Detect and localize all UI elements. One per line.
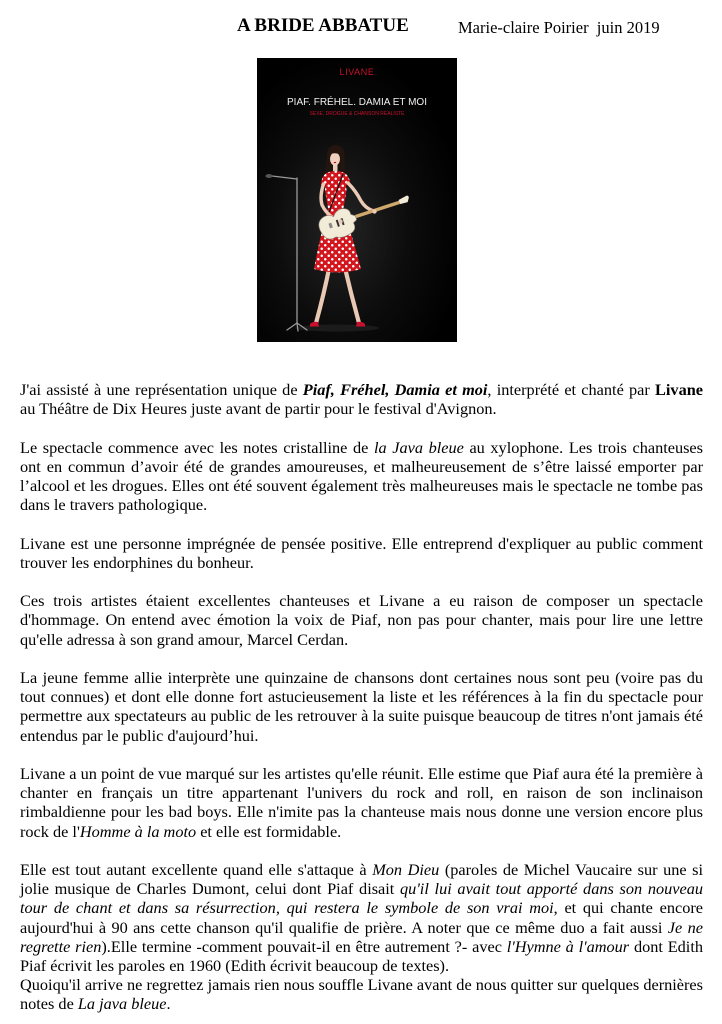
text-run: Livane est une personne imprégnée de pensée positive. Elle entreprend d'expliquer au public comment trouver les endorphines du bonheur. — [20, 533, 703, 572]
text-run: Elle est tout autant excellente quand elle s'attaque à — [20, 859, 373, 879]
author-date-byline: Marie-claire Poirier juin 2019 — [458, 18, 660, 37]
text-run: , interprété et chanté par — [487, 380, 656, 399]
paragraph-positivity — [20, 534, 703, 572]
floor-shadow — [295, 325, 379, 332]
song-title-mention: Je ne regrette rien — [20, 917, 703, 956]
song-title-mention: Mon Dieu — [372, 859, 440, 879]
singer-lips — [334, 162, 337, 163]
poster-artist-name: LIVANE — [339, 67, 375, 77]
paragraph-mon-dieu — [20, 860, 703, 975]
text-run: . — [166, 994, 171, 1014]
song-title-mention: La java bleue — [77, 994, 167, 1014]
quote-mention: qu'il lui avait tout apporté dans son nouveau tour de chant et dans sa résurrection, qui restera le symbole de son vrai moi — [20, 879, 703, 918]
text-run: Le spectacle commence avec les notes cristalline de — [20, 437, 374, 457]
poster-show-title: PIAF. FRÉHEL. DAMIA ET MOI — [287, 96, 434, 108]
paragraph-opening — [20, 438, 703, 515]
text-run: (paroles de Michel Vaucaire sur une si jolie musique de Charles Dumont, celui dont Piaf disait — [20, 859, 704, 899]
text-run: La jeune femme allie interprète une quinzaine de chansons dont certaines nous sont peu (voire pas du tout connues) et dont elle donne fort astucieusement la liste et les références à la fin du spectacle pour permettre aux spectateurs au public de les retrouver à la suite puisque beaucoup de titres n'ont jamais été entendus par le public d'aujourd’hui. — [20, 667, 703, 745]
poster-illustration — [257, 58, 457, 342]
text-run: au Théâtre de Dix Heures juste avant de partir pour le festival d'Avignon. — [20, 399, 497, 419]
text-run: au xylophone. Les trois chanteuses ont en commun d’avoir été de grandes amoureuses, et malheureusement de s’être laissé emporter par l’alcool et les drogues. Elles ont été souvent également très malheureuses mais le spectacle ne tombe pas dans le travers pathologique. — [20, 437, 703, 515]
paragraph-intro — [20, 380, 703, 418]
text-run: Ces trois artistes étaient excellentes chanteuses et Livane a eu raison de composer un spectacle d'hommage. On entend avec émotion la voix de Piaf, non pas pour chanter, mais pour lire une lettre qu'elle adressa à son grand amour, Marcel Cerdan. — [20, 591, 703, 649]
article-body — [20, 380, 703, 1014]
text-run: Quoiqu'il arrive ne regrettez jamais rien nous souffle Livane avant de nous quitter sur quelques dernières notes de — [20, 975, 703, 1014]
text-run: ).Elle termine -comment pouvait-il en être autrement ?- avec — [101, 936, 507, 956]
text-run: et elle est formidable. — [196, 821, 342, 841]
paragraph-rock — [20, 764, 703, 841]
singer-hand — [372, 209, 376, 213]
song-title-mention: la Java bleue — [373, 437, 464, 457]
article-title: A BRIDE ABBATUE — [237, 15, 409, 36]
microphone-icon — [266, 174, 273, 178]
paragraph-songs — [20, 668, 703, 745]
text-run: , et qui chante encore aujourd'hui à 90 ans cette chanson qu'il qualifie de prière. A noter que ce même duo a fait aussi — [20, 898, 703, 937]
paragraph-closing — [20, 975, 703, 1013]
text-run: dont Edith Piaf écrivit les paroles en 1960 (Edith écrivit beaucoup de textes). — [20, 936, 703, 975]
singer-hand — [338, 219, 342, 223]
show-title-mention: Piaf, Fréhel, Damia et moi — [302, 380, 488, 399]
text-run: Livane a un point de vue marqué sur les artistes qu'elle réunit. Elle estime que Piaf aura été la première à chanter en français un titre appartenant l'univers du rock and roll, en raison de son inclinaison rimbaldienne pour les bad boys. Elle n'imite pas la chanteuse mais nous donne une version encore plus rock de l' — [20, 763, 703, 841]
show-poster-image — [257, 58, 457, 342]
artist-name-mention: Livane — [655, 380, 703, 399]
paragraph-tribute — [20, 591, 703, 649]
song-title-mention: l'Hymne à l'amour — [506, 936, 630, 956]
text-run: J'ai assisté à une représentation unique de — [20, 380, 303, 399]
poster-tagline: SEXE, DROGUE & CHANSON RÉALISTE — [309, 111, 414, 117]
song-title-mention: Homme à la moto — [79, 821, 197, 841]
singer-face — [330, 153, 340, 166]
